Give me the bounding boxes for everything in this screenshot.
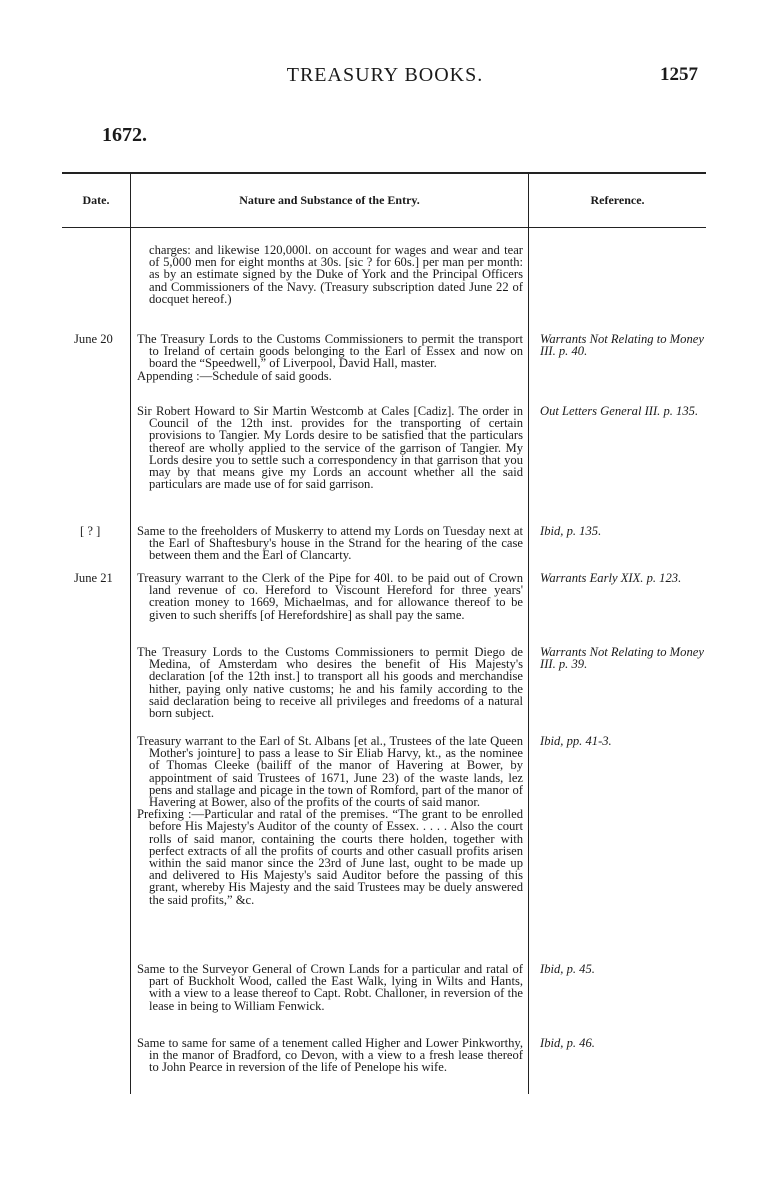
column-header-nature: Nature and Substance of the Entry. (239, 193, 420, 207)
entry-text (137, 1037, 523, 1074)
entry-date: June 21 (74, 571, 113, 585)
reference-text: Ibid, p. 135. (540, 524, 602, 538)
column-header-reference: Reference. (590, 193, 645, 207)
page-number: 1257 (660, 64, 698, 85)
column-rule-right (528, 172, 529, 1094)
reference-text: Warrants Not Relating to Money III. p. 40. (540, 332, 704, 359)
entry-paragraph: Treasury warrant to the Earl of St. Albans [et al., Trustees of the late Queen Mother's jointure] to pass a lease to Sir Eliab Harvy, kt., as the nominee of Thomas Cleeke (bailiff of the manor of Havering at Bower, by appointment of said Trustees of 1671, June 23) of the waste lands, lez pens and stallage and picage in the town of Romford, part of the manor of Havering at Bower, also of the profits of the courts of said manor. (137, 734, 523, 810)
header-bottom-rule (62, 227, 706, 228)
entry-paragraph: Same to same for same of a tenement called Higher and Lower Pinkworthy, in the manor of Bradford, co Devon, with a view to a fresh lease thereof to John Pearce in reversion of the life of Penelope his wife. (137, 1036, 523, 1075)
year-heading: 1672. (102, 124, 147, 146)
entry-reference (540, 735, 710, 747)
entry-reference (540, 525, 710, 537)
running-head (0, 64, 770, 90)
entry-paragraph: The Treasury Lords to the Customs Commissioners to permit the transport to Ireland of certain goods belonging to the Earl of Essex and now on board the “Speedwell,” of Liverpool, David Hall, master. (137, 332, 523, 371)
entry-text (137, 963, 523, 1012)
column-header-date: Date. (82, 193, 110, 207)
entry-text (137, 405, 523, 490)
entry-text (137, 572, 523, 621)
entry-sub-paragraph: Prefixing :—Particular and ratal of the premises. “The grant to be enrolled before His Majesty's Auditor of the county of Essex. . . . . Also the court rolls of said manor, containing the courts there holden, together with perfect extracts of all the profits of courts and other casuall profits arisen within the said manor since the 23rd of June last, ought to be made up and delivered to His Majesty's said Auditor before the passing of this grant, whereby His Majesty and the said Trustees may be duely answered the said profits,” &c. (137, 807, 523, 907)
entry-text (137, 525, 523, 562)
entry-reference (540, 333, 710, 357)
entry-sub-paragraph: Appending :—Schedule of said goods. (137, 368, 332, 383)
entry-paragraph: Same to the freeholders of Muskerry to attend my Lords on Tuesday next at the Earl of Shaftesbury's house in the Strand for the hearing of the case between them and the Earl of Clancarty. (137, 524, 523, 563)
entry-text (137, 244, 523, 305)
entry-text (137, 646, 523, 719)
reference-text: Ibid, p. 46. (540, 1036, 595, 1050)
running-title: TREASURY BOOKS. (286, 64, 484, 86)
entry-text (137, 333, 523, 382)
entry-date: [ ? ] (80, 524, 101, 538)
entry-paragraph: Same to the Surveyor General of Crown Lands for a particular and ratal of part of Buckholt Wood, called the East Walk, lying in Wilts and Hants, with a view to a lease thereof to Capt. Robt. Challoner, in reversion of the lease in being to William Fenwick. (137, 962, 523, 1013)
entry-paragraph: charges: and likewise 120,000l. on account for wages and wear and tear of 5,000 men for eight months at 30s. [sic ? for 60s.] per man per month: as by an estimate signed by the Duke of York and the Principal Officers and Commissioners of the Navy. (Treasury subscription dated June 22 of docquet hereof.) (149, 243, 523, 306)
entry-reference (540, 963, 710, 975)
entry-paragraph: Treasury warrant to the Clerk of the Pipe for 40l. to be paid out of Crown land revenue of co. Hereford to Viscount Hereford for three years' creation money to 1669, Michaelmas, and for allowance thereof to be given to such sheriffs [of Herefordshire] as shall pay the same. (137, 571, 523, 622)
entry-date: June 20 (74, 332, 113, 346)
reference-text: Out Letters General III. p. 135. (540, 404, 699, 418)
reference-text: Ibid, p. 45. (540, 962, 595, 976)
entry-paragraph: The Treasury Lords to the Customs Commissioners to permit Diego de Medina, of Amsterdam who desires the benefit of His Majesty's declaration [of the 12th inst.] to transport all his goods and merchandise hither, paying only native customs; he and his family according to the said declaration being to receive all privileges and freedoms of a natural born subject. (137, 645, 523, 721)
table-top-rule (62, 172, 706, 174)
entry-reference (540, 405, 710, 417)
reference-text: Warrants Early XIX. p. 123. (540, 571, 682, 585)
column-rule-left (130, 172, 131, 1094)
reference-text: Warrants Not Relating to Money III. p. 39. (540, 645, 704, 672)
entry-reference (540, 1037, 710, 1049)
entry-text (137, 735, 523, 906)
entry-reference (540, 646, 710, 670)
reference-text: Ibid, pp. 41-3. (540, 734, 612, 748)
entry-reference (540, 572, 710, 584)
entry-paragraph: Sir Robert Howard to Sir Martin Westcomb at Cales [Cadiz]. The order in Council of the 12th inst. provides for the transporting of certain provisions to Tangier. My Lords desire to be satisfied that the particulars thereof are wholly applied to the service of the garrison of Tangier. My Lords desire you to settle such a correspondency in that garrison that you may by that means give my Lords an account whether all the said particulars are made use of for said garrison. (137, 404, 523, 492)
